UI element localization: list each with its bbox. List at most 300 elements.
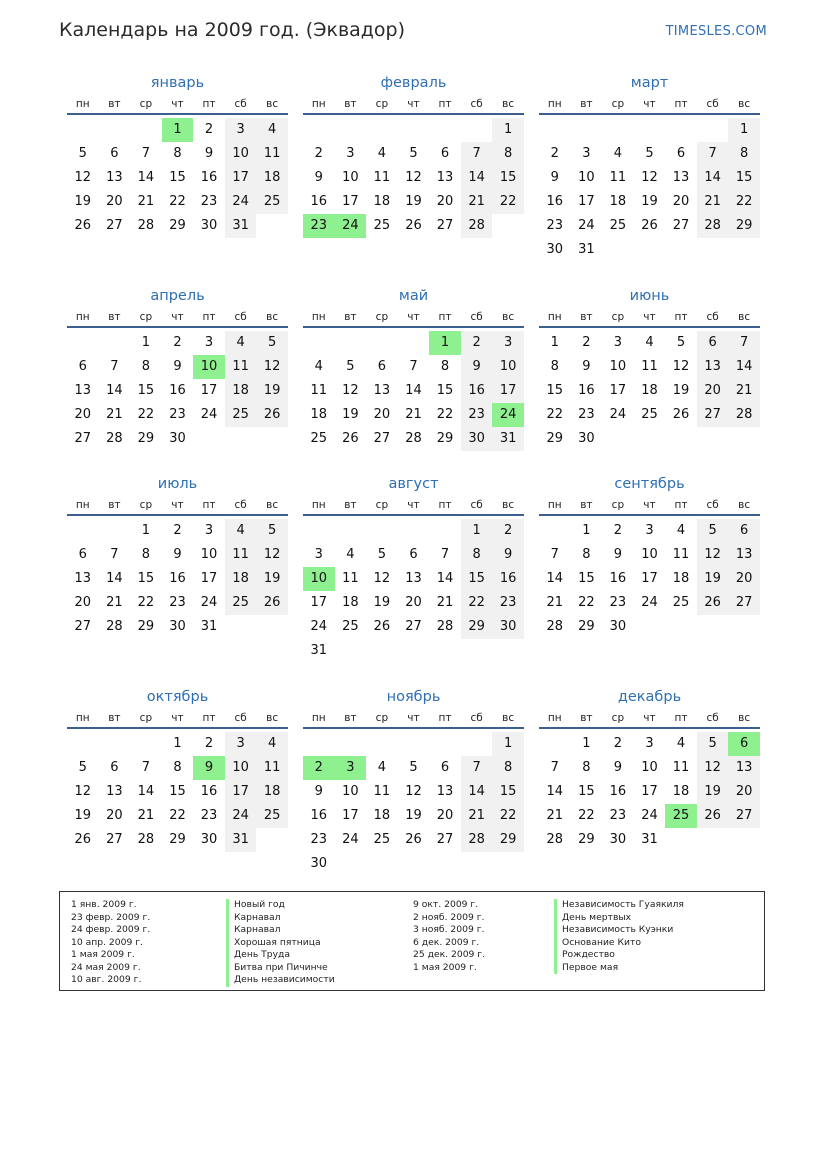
month-3 xyxy=(67,286,288,451)
day-cell: 25 xyxy=(373,832,391,847)
day-cell: 27 xyxy=(106,832,123,847)
month-name: сентябрь xyxy=(614,476,685,492)
empty-cell xyxy=(303,732,335,756)
empty-cell xyxy=(634,118,666,142)
day-cell: 19 xyxy=(74,808,92,823)
day-cell: 1 xyxy=(492,118,524,142)
day-cell: 15 xyxy=(137,383,155,398)
day-cell: 1 xyxy=(461,519,493,543)
day-cell: 26 xyxy=(74,832,92,847)
holiday-date: 10 авг. 2009 г. xyxy=(71,974,142,985)
day-cell: 3 xyxy=(645,523,654,538)
month-5 xyxy=(539,286,760,451)
weekday-label: вс xyxy=(738,98,751,110)
day-cell: 28 xyxy=(728,403,760,427)
day-cell: 26 xyxy=(405,218,422,233)
day-cell: 17 xyxy=(609,383,627,398)
day-cell: 27 xyxy=(74,619,92,634)
weekday-label: сб xyxy=(234,98,247,110)
empty-cell xyxy=(398,732,430,756)
day-cell: 5 xyxy=(676,335,686,350)
empty-cell xyxy=(429,732,461,756)
day-cell: 2 xyxy=(173,523,182,538)
empty-cell xyxy=(335,331,367,355)
day-cell: 22 xyxy=(137,407,155,422)
day-cell: 16 xyxy=(546,194,564,209)
empty-cell xyxy=(697,118,729,142)
day-cell: 11 xyxy=(342,571,359,586)
day-cell: 6 xyxy=(728,519,760,543)
month-name: апрель xyxy=(150,288,205,304)
month-name: ноябрь xyxy=(386,689,441,705)
days-grid xyxy=(539,519,760,639)
day-cell: 22 xyxy=(728,190,760,214)
weekday-label: сб xyxy=(706,311,719,323)
weekday-label: ср xyxy=(611,311,625,323)
day-cell: 4 xyxy=(314,359,323,374)
day-cell: 5 xyxy=(377,547,387,562)
empty-cell xyxy=(67,331,99,355)
weekday-label: вт xyxy=(344,98,357,110)
day-cell: 28 xyxy=(461,214,493,238)
weekday-label: чт xyxy=(643,499,656,511)
day-cell: 7 xyxy=(110,359,119,374)
day-cell: 16 xyxy=(492,567,524,591)
weekday-label: пн xyxy=(75,311,90,323)
empty-cell xyxy=(99,331,131,355)
weekday-header xyxy=(539,497,760,516)
day-cell: 29 xyxy=(436,431,454,446)
day-cell: 22 xyxy=(578,595,595,610)
day-cell: 19 xyxy=(672,383,690,398)
weekday-label: вс xyxy=(266,311,279,323)
weekday-header xyxy=(303,309,524,328)
day-cell: 4 xyxy=(225,331,257,355)
holiday-date: 3 нояб. 2009 г. xyxy=(413,924,485,935)
weekday-label: сб xyxy=(706,712,719,724)
day-cell: 7 xyxy=(141,146,151,161)
day-cell: 23 xyxy=(169,407,186,422)
day-cell: 8 xyxy=(173,146,182,161)
holiday-date: 24 мая 2009 г. xyxy=(71,961,141,973)
holiday-list xyxy=(59,891,765,991)
weekday-label: вт xyxy=(344,499,357,511)
day-cell: 27 xyxy=(697,403,729,427)
day-cell: 1 xyxy=(582,736,591,751)
day-cell: 11 xyxy=(256,756,288,780)
day-cell: 27 xyxy=(74,431,92,446)
day-cell: 22 xyxy=(169,808,186,823)
day-cell: 7 xyxy=(461,756,493,780)
weekday-label: сб xyxy=(234,311,247,323)
weekday-label: пн xyxy=(547,499,562,511)
weekday-label: пт xyxy=(674,712,688,724)
empty-cell xyxy=(366,118,398,142)
day-cell: 5 xyxy=(256,519,288,543)
day-cell: 30 xyxy=(200,218,218,233)
day-cell: 21 xyxy=(137,194,155,209)
day-cell: 9 xyxy=(613,760,623,775)
weekday-label: сб xyxy=(234,712,247,724)
holiday-dates-left xyxy=(71,899,150,987)
day-cell: 20 xyxy=(74,407,92,422)
day-cell: 12 xyxy=(697,756,729,780)
day-cell: 16 xyxy=(200,170,218,185)
day-cell: 3 xyxy=(346,146,355,161)
day-cell: 4 xyxy=(676,523,686,538)
weekday-label: сб xyxy=(470,712,483,724)
day-cell: 22 xyxy=(137,595,155,610)
month-name: октябрь xyxy=(146,689,209,705)
holiday-day-cell: 9 xyxy=(193,756,225,780)
day-cell: 18 xyxy=(225,379,257,403)
empty-cell xyxy=(429,118,461,142)
day-cell: 13 xyxy=(728,543,760,567)
day-cell: 26 xyxy=(256,591,288,615)
day-cell: 23 xyxy=(169,595,186,610)
weekday-label: чт xyxy=(407,712,420,724)
holiday-date: 2 нояб. 2009 г. xyxy=(413,911,485,923)
holiday-dates-right xyxy=(413,899,485,974)
month-7 xyxy=(303,474,524,663)
day-cell: 18 xyxy=(672,784,690,799)
weekday-header xyxy=(303,96,524,115)
month-9 xyxy=(67,687,288,852)
weekday-label: ср xyxy=(611,98,625,110)
brand-link[interactable]: TIMESLES.COM xyxy=(665,24,767,39)
empty-cell xyxy=(571,118,603,142)
day-cell: 16 xyxy=(310,808,328,823)
weekday-label: вс xyxy=(738,311,751,323)
weekday-label: пн xyxy=(311,499,326,511)
day-cell: 19 xyxy=(74,194,92,209)
day-cell: 4 xyxy=(346,547,355,562)
day-cell: 13 xyxy=(672,170,690,185)
weekday-label: сб xyxy=(470,98,483,110)
day-cell: 9 xyxy=(314,170,323,185)
empty-cell xyxy=(602,118,634,142)
day-cell: 18 xyxy=(609,194,627,209)
day-cell: 2 xyxy=(204,736,214,751)
day-cell: 31 xyxy=(310,643,328,658)
weekday-label: пт xyxy=(202,98,216,110)
weekday-label: вт xyxy=(108,499,121,511)
day-cell: 2 xyxy=(173,335,182,350)
day-cell: 1 xyxy=(550,335,559,350)
day-cell: 6 xyxy=(110,146,119,161)
weekday-label: чт xyxy=(407,311,420,323)
day-cell: 29 xyxy=(137,431,155,446)
holiday-day-cell: 24 xyxy=(335,214,367,238)
day-cell: 20 xyxy=(697,379,729,403)
day-cell: 19 xyxy=(697,780,729,804)
day-cell: 2 xyxy=(613,523,623,538)
holiday-name: Основание Кито xyxy=(554,937,684,950)
weekday-label: пт xyxy=(674,311,688,323)
day-cell: 8 xyxy=(440,359,450,374)
weekday-label: пн xyxy=(547,712,562,724)
day-cell: 25 xyxy=(373,218,391,233)
month-name: январь xyxy=(150,75,205,91)
weekday-label: вт xyxy=(580,712,593,724)
day-cell: 25 xyxy=(225,403,257,427)
day-cell: 29 xyxy=(578,832,595,847)
day-cell: 11 xyxy=(641,359,658,374)
day-cell: 8 xyxy=(173,760,182,775)
weekday-label: чт xyxy=(171,98,184,110)
day-cell: 10 xyxy=(641,547,658,562)
day-cell: 8 xyxy=(141,359,151,374)
day-cell: 13 xyxy=(106,784,123,799)
weekday-header xyxy=(539,710,760,729)
day-cell: 2 xyxy=(582,335,591,350)
day-cell: 5 xyxy=(697,732,729,756)
day-cell: 27 xyxy=(672,218,690,233)
holiday-date: 1 мая 2009 г. xyxy=(71,949,135,960)
day-cell: 31 xyxy=(578,242,595,257)
day-cell: 7 xyxy=(461,142,493,166)
empty-cell xyxy=(429,519,461,543)
day-cell: 12 xyxy=(405,170,422,185)
day-cell: 14 xyxy=(546,784,564,799)
day-cell: 11 xyxy=(373,784,391,799)
month-name: февраль xyxy=(380,75,447,91)
days-grid xyxy=(67,118,288,238)
day-cell: 27 xyxy=(728,591,760,615)
empty-cell xyxy=(335,519,367,543)
weekday-label: вт xyxy=(344,311,357,323)
day-cell: 21 xyxy=(405,407,422,422)
holiday-name: Хорошая пятница xyxy=(226,937,335,950)
day-cell: 24 xyxy=(609,407,627,422)
weekday-label: вт xyxy=(108,311,121,323)
day-cell: 15 xyxy=(546,383,564,398)
weekday-label: вс xyxy=(502,712,515,724)
day-cell: 7 xyxy=(440,547,450,562)
day-cell: 27 xyxy=(436,832,454,847)
day-cell: 14 xyxy=(405,383,422,398)
day-cell: 12 xyxy=(74,170,92,185)
day-cell: 23 xyxy=(609,808,627,823)
holiday-day-cell: 2 xyxy=(303,756,335,780)
day-cell: 13 xyxy=(74,571,92,586)
day-cell: 23 xyxy=(492,591,524,615)
day-cell: 18 xyxy=(672,571,690,586)
day-cell: 15 xyxy=(578,784,595,799)
weekday-label: пн xyxy=(75,499,90,511)
weekday-label: вс xyxy=(266,712,279,724)
day-cell: 16 xyxy=(200,784,218,799)
holiday-date: 25 дек. 2009 г. xyxy=(413,949,486,960)
empty-cell xyxy=(398,331,430,355)
day-cell: 30 xyxy=(546,242,564,257)
day-cell: 29 xyxy=(578,619,595,634)
day-cell: 16 xyxy=(169,383,186,398)
day-cell: 10 xyxy=(200,547,218,562)
month-name: июль xyxy=(157,476,198,492)
day-cell: 9 xyxy=(550,170,559,185)
weekday-label: пт xyxy=(202,499,216,511)
day-cell: 26 xyxy=(405,832,422,847)
holiday-name: Рождество xyxy=(554,949,684,962)
day-cell: 6 xyxy=(697,331,729,355)
day-cell: 28 xyxy=(137,218,155,233)
day-cell: 28 xyxy=(106,619,123,634)
weekday-label: чт xyxy=(171,712,184,724)
holiday-date: 1 янв. 2009 г. xyxy=(71,899,137,910)
day-cell: 21 xyxy=(728,379,760,403)
day-cell: 1 xyxy=(582,523,591,538)
day-cell: 4 xyxy=(256,118,288,142)
weekday-header xyxy=(539,96,760,115)
weekday-label: чт xyxy=(407,98,420,110)
holiday-day-cell: 25 xyxy=(665,804,697,828)
day-cell: 30 xyxy=(169,431,186,446)
holiday-name: Независимость Гуаякиля xyxy=(554,899,684,912)
month-11 xyxy=(539,687,760,852)
month-name: декабрь xyxy=(617,689,682,705)
day-cell: 20 xyxy=(106,808,123,823)
day-cell: 24 xyxy=(310,619,328,634)
day-cell: 23 xyxy=(310,832,328,847)
weekday-label: ср xyxy=(375,311,389,323)
day-cell: 26 xyxy=(74,218,92,233)
weekday-label: вс xyxy=(266,98,279,110)
day-cell: 1 xyxy=(492,732,524,756)
day-cell: 27 xyxy=(728,804,760,828)
day-cell: 8 xyxy=(582,760,591,775)
day-cell: 24 xyxy=(225,804,257,828)
day-cell: 21 xyxy=(546,808,564,823)
day-cell: 29 xyxy=(461,615,493,639)
day-cell: 25 xyxy=(672,595,690,610)
day-cell: 9 xyxy=(204,146,214,161)
day-cell: 19 xyxy=(342,407,359,422)
empty-cell xyxy=(99,118,131,142)
empty-cell xyxy=(366,519,398,543)
day-cell: 14 xyxy=(546,571,564,586)
day-cell: 13 xyxy=(728,756,760,780)
holiday-name: Битва при Пичинче xyxy=(226,962,335,975)
empty-cell xyxy=(539,732,571,756)
day-cell: 15 xyxy=(169,784,186,799)
day-cell: 18 xyxy=(373,808,391,823)
day-cell: 6 xyxy=(377,359,387,374)
weekday-label: вт xyxy=(580,311,593,323)
day-cell: 9 xyxy=(613,547,623,562)
weekday-label: сб xyxy=(234,499,247,511)
days-grid xyxy=(303,732,524,876)
day-cell: 14 xyxy=(461,166,493,190)
empty-cell xyxy=(539,519,571,543)
day-cell: 4 xyxy=(256,732,288,756)
day-cell: 24 xyxy=(342,832,359,847)
day-cell: 26 xyxy=(256,403,288,427)
day-cell: 3 xyxy=(645,736,654,751)
day-cell: 23 xyxy=(609,595,627,610)
holiday-name: Карнавал xyxy=(226,912,335,925)
days-grid xyxy=(67,732,288,852)
day-cell: 4 xyxy=(225,519,257,543)
day-cell: 30 xyxy=(609,832,627,847)
day-cell: 1 xyxy=(141,335,151,350)
empty-cell xyxy=(67,519,99,543)
day-cell: 19 xyxy=(641,194,658,209)
day-cell: 17 xyxy=(200,571,218,586)
day-cell: 29 xyxy=(169,832,186,847)
day-cell: 30 xyxy=(492,615,524,639)
day-cell: 13 xyxy=(405,571,422,586)
day-cell: 2 xyxy=(550,146,559,161)
weekday-label: вт xyxy=(108,712,121,724)
day-cell: 26 xyxy=(641,218,658,233)
empty-cell xyxy=(130,118,162,142)
weekday-label: чт xyxy=(643,98,656,110)
day-cell: 30 xyxy=(609,619,627,634)
day-cell: 17 xyxy=(578,194,595,209)
empty-cell xyxy=(398,118,430,142)
empty-cell xyxy=(67,732,99,756)
holiday-day-cell: 6 xyxy=(728,732,760,756)
day-cell: 10 xyxy=(342,784,359,799)
day-cell: 18 xyxy=(310,407,328,422)
day-cell: 11 xyxy=(609,170,627,185)
day-cell: 4 xyxy=(613,146,623,161)
day-cell: 28 xyxy=(546,619,564,634)
empty-cell xyxy=(366,732,398,756)
day-cell: 2 xyxy=(314,146,323,161)
weekday-label: пн xyxy=(75,712,90,724)
day-cell: 3 xyxy=(314,547,323,562)
day-cell: 22 xyxy=(169,194,186,209)
day-cell: 27 xyxy=(405,619,422,634)
weekday-label: пт xyxy=(438,98,452,110)
day-cell: 11 xyxy=(256,142,288,166)
day-cell: 6 xyxy=(110,760,119,775)
empty-cell xyxy=(461,732,493,756)
day-cell: 23 xyxy=(546,218,564,233)
day-cell: 6 xyxy=(676,146,686,161)
weekday-label: пт xyxy=(202,311,216,323)
day-cell: 28 xyxy=(546,832,564,847)
weekday-label: пт xyxy=(674,499,688,511)
day-cell: 19 xyxy=(256,567,288,591)
days-grid xyxy=(539,732,760,852)
day-cell: 1 xyxy=(173,736,182,751)
day-cell: 8 xyxy=(728,142,760,166)
day-cell: 20 xyxy=(74,595,92,610)
day-cell: 30 xyxy=(461,427,493,451)
day-cell: 10 xyxy=(492,355,524,379)
day-cell: 22 xyxy=(461,591,493,615)
day-cell: 24 xyxy=(641,808,658,823)
weekday-label: вс xyxy=(738,499,751,511)
month-name: июнь xyxy=(629,288,670,304)
day-cell: 5 xyxy=(78,146,87,161)
weekday-label: вс xyxy=(266,499,279,511)
holiday-day-cell: 24 xyxy=(492,403,524,427)
holiday-date: 24 февр. 2009 г. xyxy=(71,924,151,935)
day-cell: 19 xyxy=(697,567,729,591)
day-cell: 9 xyxy=(173,359,182,374)
day-cell: 26 xyxy=(697,591,729,615)
day-cell: 4 xyxy=(676,736,686,751)
empty-cell xyxy=(303,519,335,543)
holiday-date: 23 февр. 2009 г. xyxy=(71,911,151,923)
weekday-label: пн xyxy=(311,98,326,110)
day-cell: 23 xyxy=(461,403,493,427)
weekday-label: пн xyxy=(311,311,326,323)
